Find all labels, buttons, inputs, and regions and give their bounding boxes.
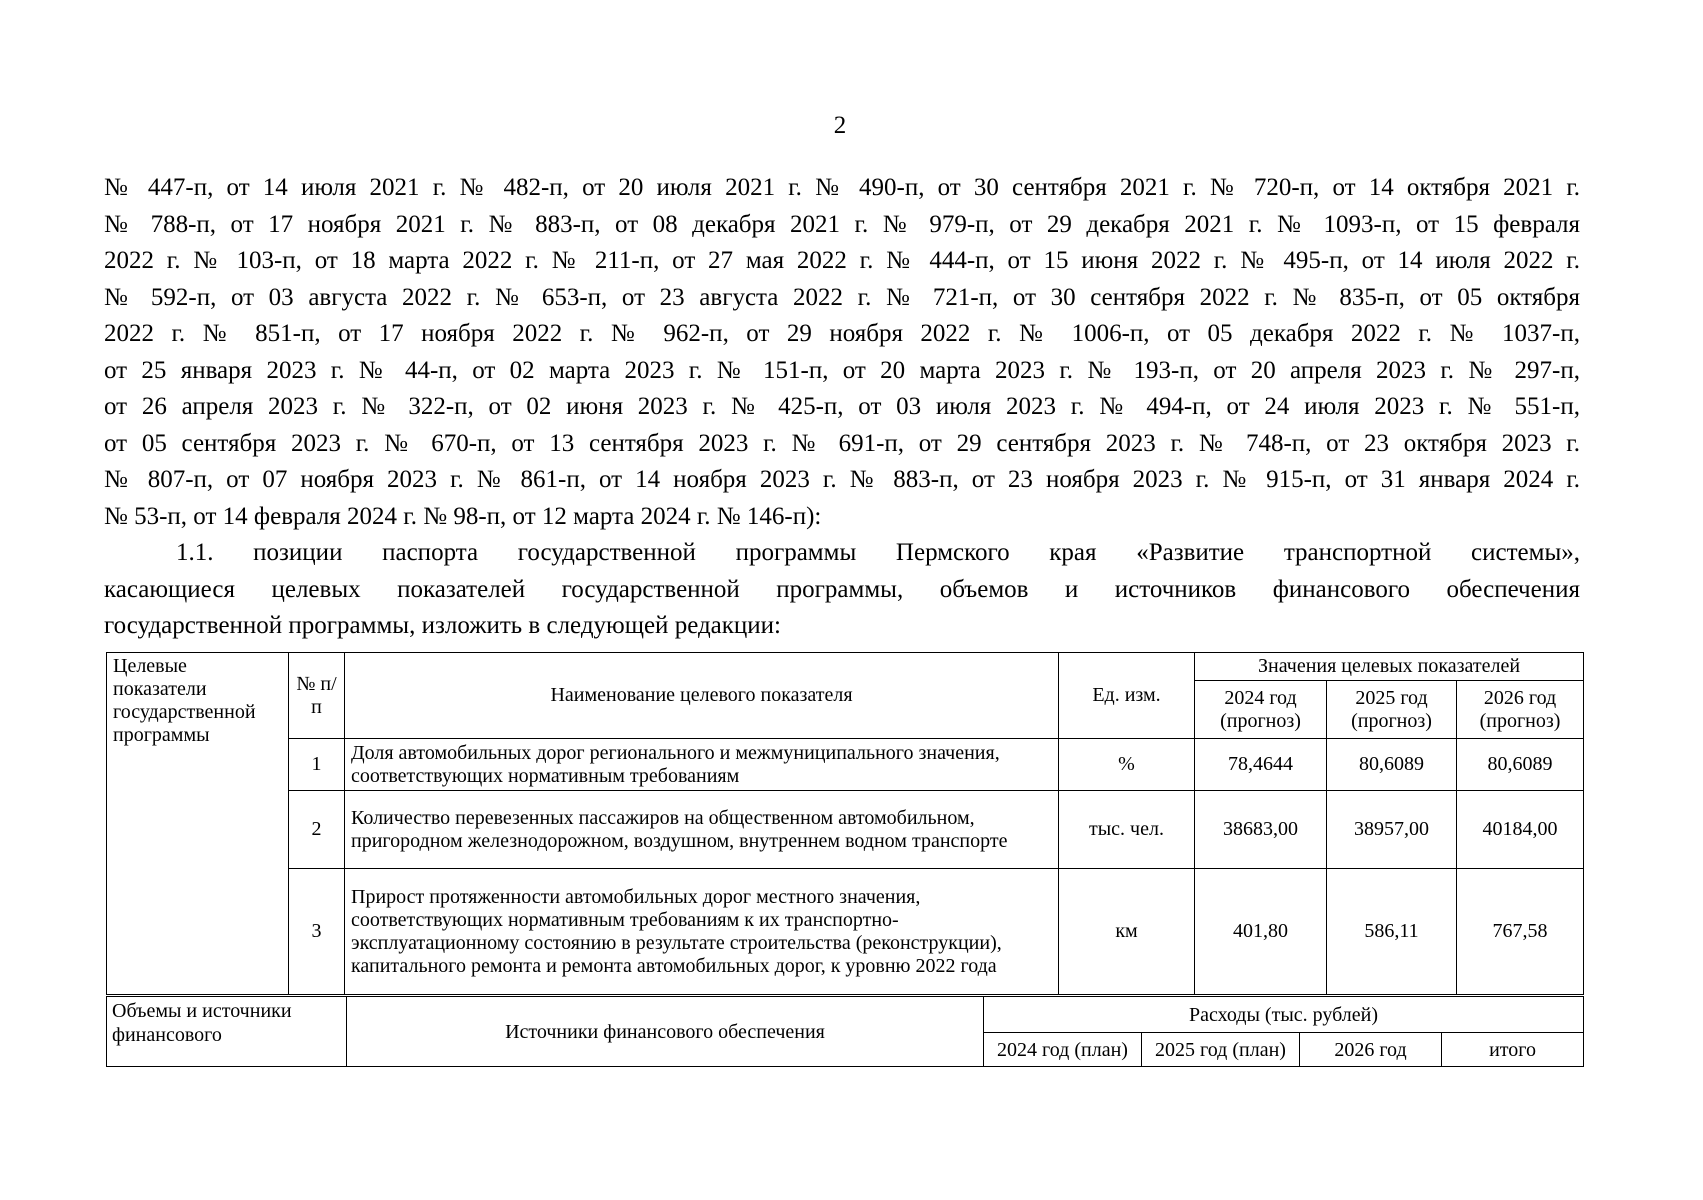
text-line: от 26 апреля 2023 г. № 322-п, от 02 июня 2023 г. № 425-п, от 03 июля 2023 г. № 494-п, от 24 июля 2023 г. № 551-п, [104,393,1580,420]
text-line: государственной программы, изложить в следующей редакции: [104,612,782,639]
text-line: 2022 г. № 851-п, от 17 ноября 2022 г. № 962-п, от 29 ноября 2022 г. № 1006-п, от 05 декабря 2022 г. № 1037-п, [104,320,1580,347]
col-header-year: 2025 год (прогноз) [1327,681,1457,739]
paragraph-item-1-1 [104,535,1580,645]
row-value: 767,58 [1457,869,1584,995]
row-unit: тыс. чел. [1059,791,1195,869]
row-value: 38957,00 [1327,791,1457,869]
col-header-unit: Ед. изм. [1059,653,1195,739]
body-text [104,170,1580,645]
row-value: 38683,00 [1195,791,1327,869]
row-num: 2 [289,791,345,869]
col-header-num: № п/п [289,653,345,739]
text-line: от 05 сентября 2023 г. № 670-п, от 13 сентября 2023 г. № 691-п, от 29 сентября 2023 г. № 748-п, от 23 октября 2023 г. [104,429,1580,457]
text-line: 1.1. позиции паспорта государственной программы Пермского края «Развитие транспортной системы», [176,539,1580,566]
col-header-name: Наименование целевого показателя [345,653,1059,739]
table-row [107,791,1584,869]
text-line: № 447-п, от 14 июля 2021 г. № 482-п, от 20 июля 2021 г. № 490-п, от 30 сентября 2021 г. № 720-п, от 14 октября 2021 г. [104,174,1580,201]
text-line: касающиеся целевых показателей государственной программы, объемов и источников финансового обеспечения [104,575,1580,603]
col-header-values: Значения целевых показателей [1195,653,1584,681]
row-value: 78,4644 [1195,739,1327,791]
target-section-label: Целевые показатели государственной программы [107,653,289,995]
row-unit: % [1059,739,1195,791]
col-header-sources: Источники финансового обеспечения [347,997,984,1067]
page-number: 2 [833,112,847,139]
col-header-year: 2026 год [1300,1033,1442,1067]
col-header-expenses: Расходы (тыс. рублей) [984,997,1584,1033]
table-row [107,869,1584,995]
text-line: № 53-п, от 14 февраля 2024 г. № 98-п, от 12 марта 2024 г. № 146-п): [104,502,822,530]
row-value: 80,6089 [1457,739,1584,791]
col-header-total: итого [1442,1033,1584,1067]
target-indicators-table [106,652,1584,995]
finance-section-label: Объемы и источники финансового [107,997,347,1067]
row-value: 40184,00 [1457,791,1584,869]
text-line: 2022 г. № 103-п, от 18 марта 2022 г. № 211-п, от 27 мая 2022 г. № 444-п, от 15 июня 2022 г. № 495-п, от 14 июля 2022 г. [104,247,1580,274]
text-line: № 807-п, от 07 ноября 2023 г. № 861-п, от 14 ноября 2023 г. № 883-п, от 23 ноября 2023 г. № 915-п, от 31 января 2024 г. [104,466,1580,493]
row-name: Прирост протяженности автомобильных дорог местного значения, соответствующих нормативным требованиям к их транспортно-эксплуатационному состоянию в результате строительства (реконструкции), капитального ремонта и ремонта автомобильных дорог, к уровню 2022 года [345,869,1059,995]
finance-table [106,996,1584,1067]
paragraph-amendments-list [104,170,1580,535]
text-line: от 25 января 2023 г. № 44-п, от 02 марта 2023 г. № 151-п, от 20 марта 2023 г. № 193-п, от 20 апреля 2023 г. № 297-п, [104,356,1580,384]
row-value: 80,6089 [1327,739,1457,791]
row-value: 401,80 [1195,869,1327,995]
text-line: № 592-п, от 03 августа 2022 г. № 653-п, от 23 августа 2022 г. № 721-п, от 30 сентября 2022 г. № 835-п, от 05 октября [104,283,1580,311]
row-name: Количество перевезенных пассажиров на общественном автомобильном, пригородном железнодорожном, воздушном, внутреннем водном транспорте [345,791,1059,869]
row-num: 1 [289,739,345,791]
row-unit: км [1059,869,1195,995]
row-num: 3 [289,869,345,995]
col-header-year: 2024 год (прогноз) [1195,681,1327,739]
col-header-year: 2026 год (прогноз) [1457,681,1584,739]
row-value: 586,11 [1327,869,1457,995]
col-header-year: 2024 год (план) [984,1033,1142,1067]
table-row [107,739,1584,791]
text-line: № 788-п, от 17 ноября 2021 г. № 883-п, от 08 декабря 2021 г. № 979-п, от 29 декабря 2021 г. № 1093-п, от 15 февраля [104,210,1580,238]
col-header-year: 2025 год (план) [1142,1033,1300,1067]
row-name: Доля автомобильных дорог регионального и межмуниципального значения, соответствующих нормативным требованиям [345,739,1059,791]
